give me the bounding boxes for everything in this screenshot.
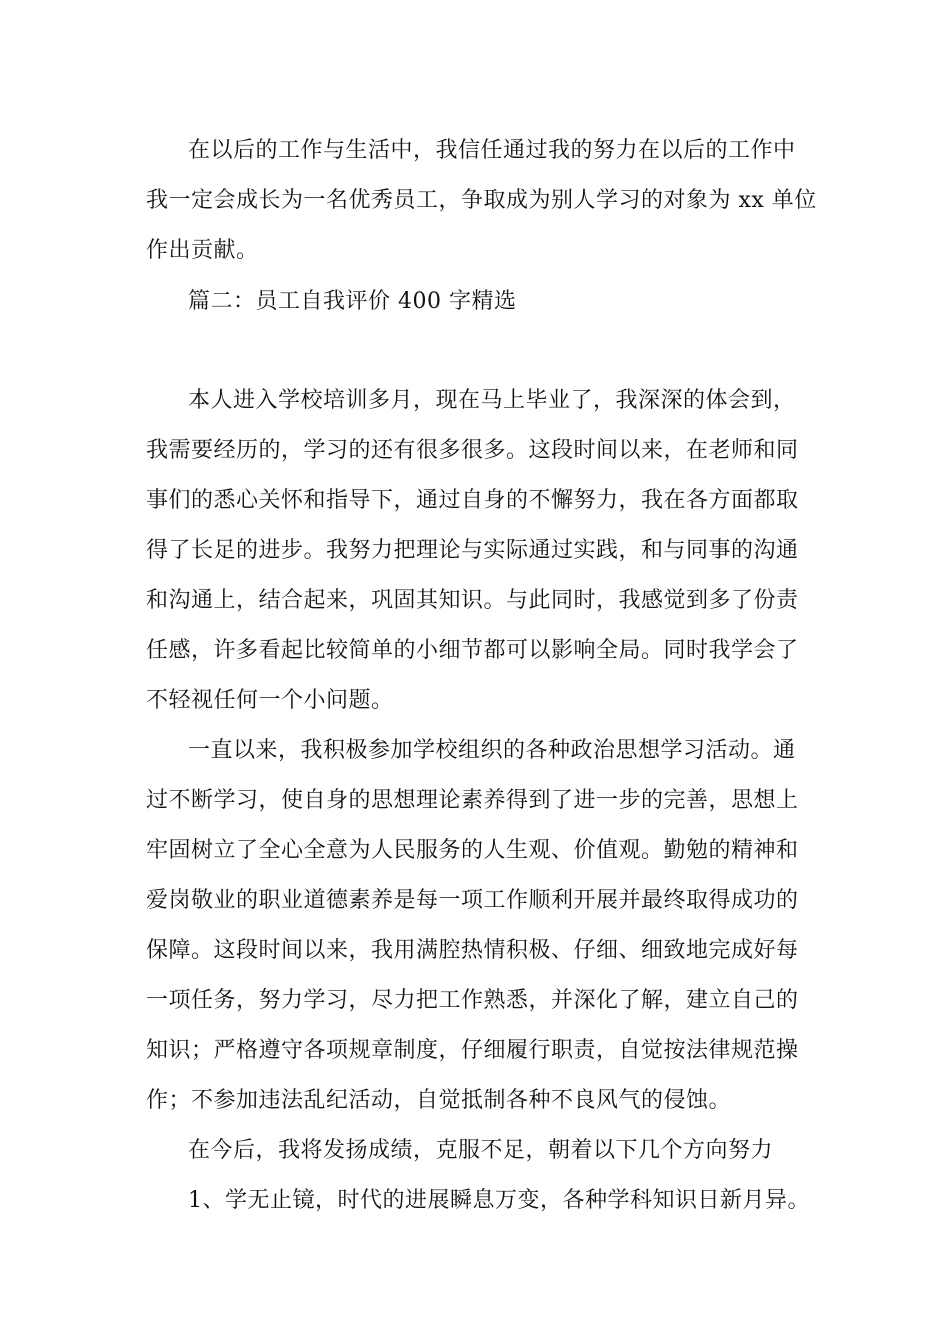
paragraph-4-line-1: 在今后，我将发扬成绩，克服不足，朝着以下几个方向努力 bbox=[188, 1138, 774, 1163]
paragraph-2-line-3: 事们的悉心关怀和指导下，通过自身的不懈努力，我在各方面都取 bbox=[146, 488, 799, 513]
paragraph-3-line-5: 保障。这段时间以来，我用满腔热情积极、仔细、细致地完成好每 bbox=[146, 938, 799, 963]
paragraph-3-line-7: 知识；严格遵守各项规章制度，仔细履行职责，自觉按法律规范操 bbox=[146, 1038, 799, 1063]
paragraph-2-line-5: 和沟通上，结合起来，巩固其知识。与此同时，我感觉到多了份责 bbox=[146, 588, 799, 613]
paragraph-1-line-1: 在以后的工作与生活中，我信任通过我的努力在以后的工作中 bbox=[188, 138, 796, 163]
paragraph-3-line-1: 一直以来，我积极参加学校组织的各种政治思想学习活动。通 bbox=[188, 738, 796, 763]
paragraph-2-line-7: 不轻视任何一个小问题。 bbox=[146, 688, 394, 713]
paragraph-3-line-6: 一项任务，努力学习，尽力把工作熟悉，并深化了解，建立自己的 bbox=[146, 988, 799, 1013]
paragraph-3-line-4: 爱岗敬业的职业道德素养是每一项工作顺利开展并最终取得成功的 bbox=[146, 888, 799, 913]
paragraph-1-line-3: 作出贡献。 bbox=[146, 238, 259, 263]
paragraph-3-line-8: 作；不参加违法乱纪活动，自觉抵制各种不良风气的侵蚀。 bbox=[146, 1088, 732, 1113]
paragraph-5-line-1: 1、学无止镜，时代的进展瞬息万变，各种学科知识日新月异。 bbox=[188, 1188, 810, 1213]
paragraph-3-line-3: 牢固树立了全心全意为人民服务的人生观、价值观。勤勉的精神和 bbox=[146, 838, 799, 863]
paragraph-3-line-2: 过不断学习，使自身的思想理论素养得到了进一步的完善，思想上 bbox=[146, 788, 799, 813]
section-heading: 篇二：员工自我评价 400 字精选 bbox=[188, 289, 517, 314]
paragraph-1-line-2: 我一定会成长为一名优秀员工，争取成为别人学习的对象为 xx 单位 bbox=[146, 188, 817, 213]
paragraph-2-line-1: 本人进入学校培训多月，现在马上毕业了，我深深的体会到， bbox=[188, 388, 796, 413]
paragraph-2-line-4: 得了长足的进步。我努力把理论与实际通过实践，和与同事的沟通 bbox=[146, 538, 799, 563]
paragraph-2-line-2: 我需要经历的，学习的还有很多很多。这段时间以来，在老师和同 bbox=[146, 438, 799, 463]
paragraph-2-line-6: 任感，许多看起比较简单的小细节都可以影响全局。同时我学会了 bbox=[146, 638, 799, 663]
